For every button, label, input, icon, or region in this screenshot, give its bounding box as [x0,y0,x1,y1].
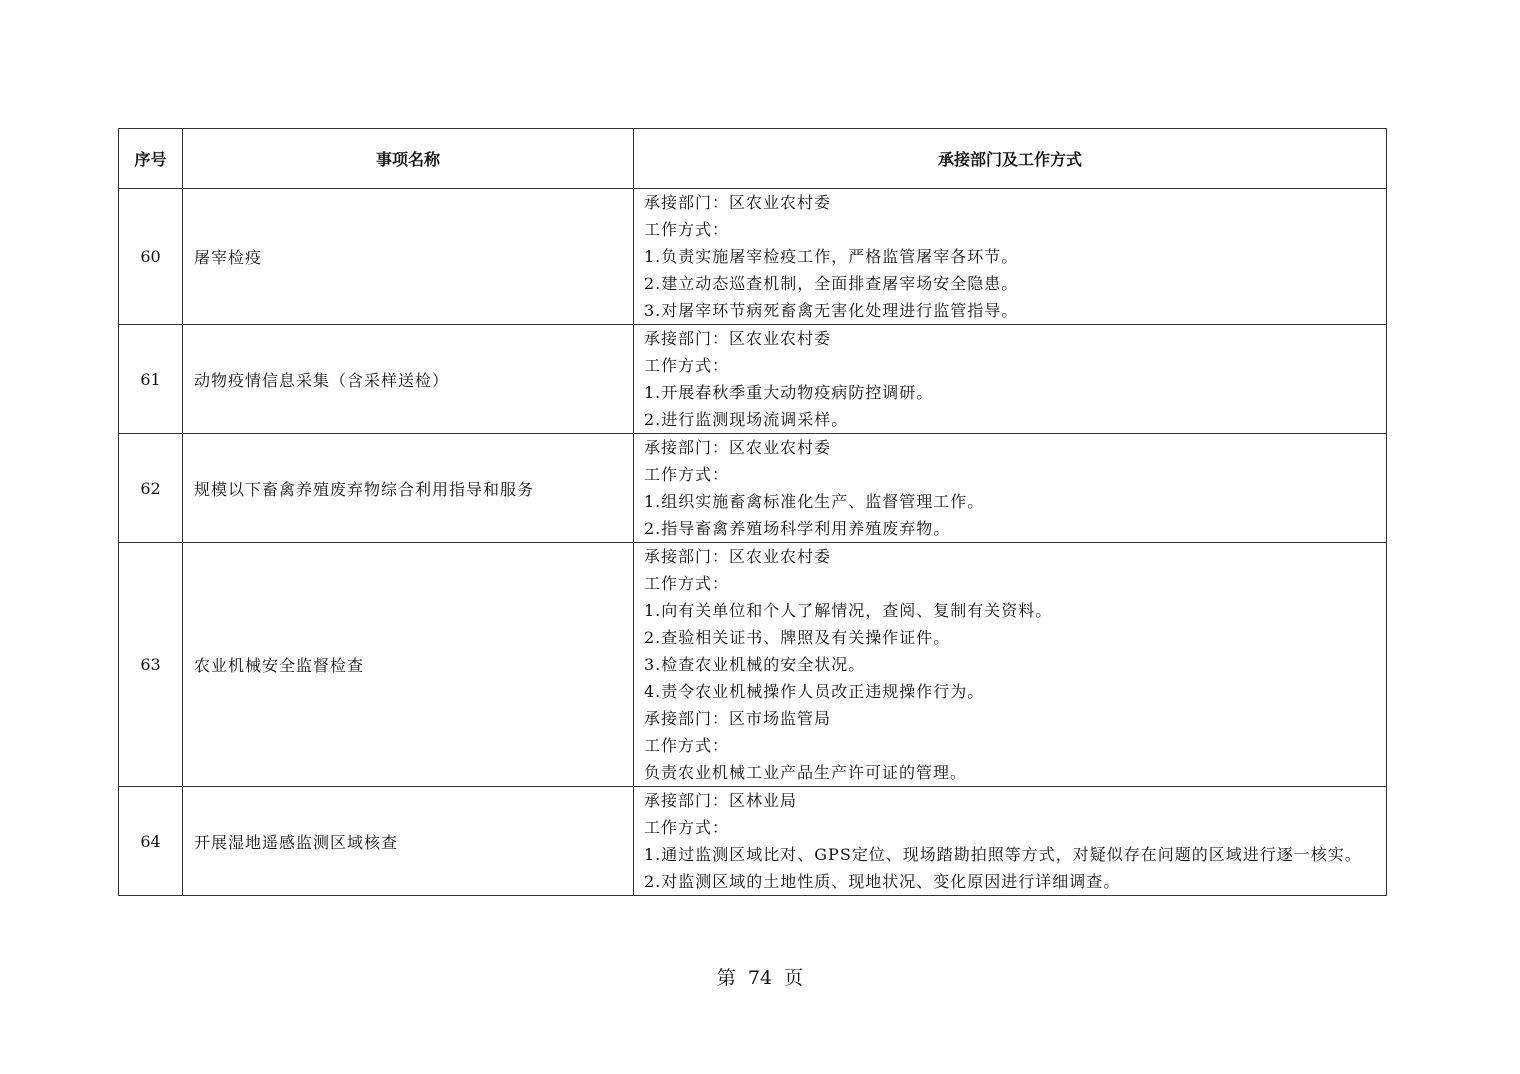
dept-line: 负责农业机械工业产品生产许可证的管理。 [644,763,968,782]
row-number: 63 [119,543,183,787]
table-row [119,189,1387,325]
item-name: 规模以下畜禽养殖废弃物综合利用指导和服务 [183,434,634,543]
dept-line: 1.组织实施畜禽标准化生产、监督管理工作。 [644,492,985,511]
header-no: 序号 [119,129,183,189]
dept-line: 2.指导畜禽养殖场科学利用养殖废弃物。 [644,519,951,538]
row-number: 64 [119,787,183,896]
items-table [118,128,1387,896]
dept-line: 工作方式： [644,465,730,484]
dept-line: 4.责令农业机械操作人员改正违规操作行为。 [644,682,985,701]
dept-line: 工作方式： [644,220,730,239]
dept-line: 承接部门：区市场监管局 [644,709,832,728]
dept-and-method [634,189,1387,325]
row-number: 61 [119,325,183,434]
dept-line: 1.负责实施屠宰检疫工作，严格监管屠宰各环节。 [644,247,1019,266]
page-suffix: 页 [784,967,804,989]
dept-line: 工作方式： [644,818,730,837]
dept-and-method [634,434,1387,543]
header-dept: 承接部门及工作方式 [634,129,1387,189]
row-number: 62 [119,434,183,543]
dept-and-method [634,543,1387,787]
dept-line: 1.通过监测区域比对、GPS定位、现场踏勘拍照等方式，对疑似存在问题的区域进行逐一核实。 [644,845,1362,864]
page-number: 74 [747,967,773,989]
dept-line: 2.进行监测现场流调采样。 [644,410,849,429]
dept-line: 2.查验相关证书、牌照及有关操作证件。 [644,628,951,647]
dept-line: 2.建立动态巡查机制，全面排查屠宰场安全隐患。 [644,274,1019,293]
dept-line: 工作方式： [644,574,730,593]
item-name: 动物疫情信息采集（含采样送检） [183,325,634,434]
dept-line: 承接部门：区农业农村委 [644,438,832,457]
dept-line: 1.向有关单位和个人了解情况，查阅、复制有关资料。 [644,601,1053,620]
dept-line: 2.对监测区域的土地性质、现地状况、变化原因进行详细调查。 [644,872,1121,891]
item-name: 开展湿地遥感监测区域核查 [183,787,634,896]
dept-and-method [634,787,1387,896]
dept-and-method [634,325,1387,434]
page-prefix: 第 [716,967,736,989]
dept-line: 1.开展春秋季重大动物疫病防控调研。 [644,383,934,402]
row-number: 60 [119,189,183,325]
table-header-row [119,129,1387,189]
dept-line: 3.检查农业机械的安全状况。 [644,655,866,674]
dept-line: 工作方式： [644,736,730,755]
table-row [119,543,1387,787]
dept-line: 3.对屠宰环节病死畜禽无害化处理进行监管指导。 [644,301,1019,320]
page-footer [0,963,1520,990]
dept-line: 工作方式： [644,356,730,375]
dept-line: 承接部门：区农业农村委 [644,547,832,566]
table-row [119,434,1387,543]
table-row [119,325,1387,434]
item-name: 农业机械安全监督检查 [183,543,634,787]
dept-line: 承接部门：区农业农村委 [644,329,832,348]
dept-line: 承接部门：区林业局 [644,791,798,810]
dept-line: 承接部门：区农业农村委 [644,193,832,212]
table-row [119,787,1387,896]
header-name: 事项名称 [183,129,634,189]
table-body [119,189,1387,896]
item-name: 屠宰检疫 [183,189,634,325]
